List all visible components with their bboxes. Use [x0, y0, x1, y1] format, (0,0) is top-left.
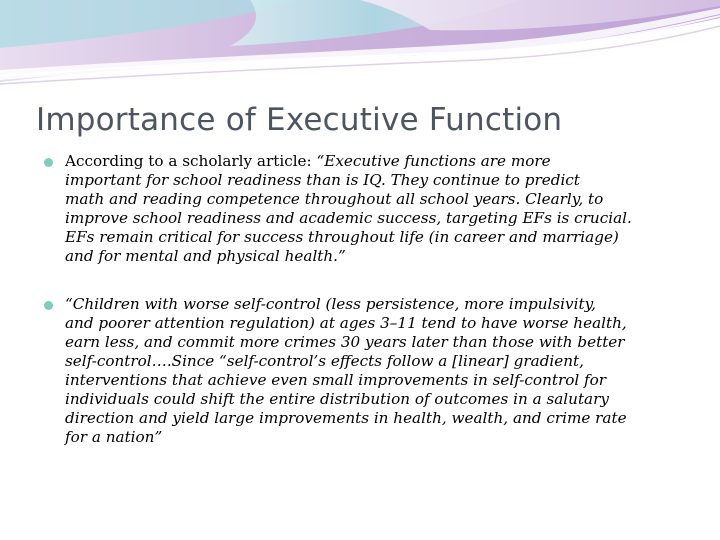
bullet-dot-icon [44, 158, 53, 167]
bullet-dot-icon [44, 301, 53, 310]
bullet-line: for a nation” [65, 428, 163, 446]
bullet-line: and for mental and physical health.” [65, 247, 346, 265]
bullet-line: earn less, and commit more crimes 30 years later than those with better [65, 333, 625, 351]
bullet-line: improve school readiness and academic success, targeting EFs is crucial. [65, 209, 632, 227]
bullet-line: interventions that achieve even small improvements in self-control for [65, 371, 607, 389]
bullet-text [65, 152, 685, 266]
bullet-line: direction and yield large improvements in health, wealth, and crime rate [65, 409, 627, 427]
bullet-text [65, 295, 685, 447]
bullet-line: “Children with worse self-control (less persistence, more impulsivity, [65, 295, 596, 313]
decorative-wave-header [0, 0, 720, 90]
bullet-line: EFs remain critical for success throughout life (in career and marriage) [65, 228, 619, 246]
bullet-line [65, 152, 685, 171]
quote-text: “Executive functions are more [316, 152, 551, 170]
bullet-line: individuals could shift the entire distribution of outcomes in a salutary [65, 390, 609, 408]
bullet-line: important for school readiness than is IQ. They continue to predict [65, 171, 580, 189]
bullet-line: math and reading competence throughout all school years. Clearly, to [65, 190, 604, 208]
bullet-line: self-control….Since “self-control’s effects follow a [linear] gradient, [65, 352, 584, 370]
bullet-line: and poorer attention regulation) at ages 3–11 tend to have worse health, [65, 314, 627, 332]
slide-title: Importance of Executive Function [36, 102, 563, 138]
bullet-lead-text: According to a scholarly article: [65, 152, 317, 170]
